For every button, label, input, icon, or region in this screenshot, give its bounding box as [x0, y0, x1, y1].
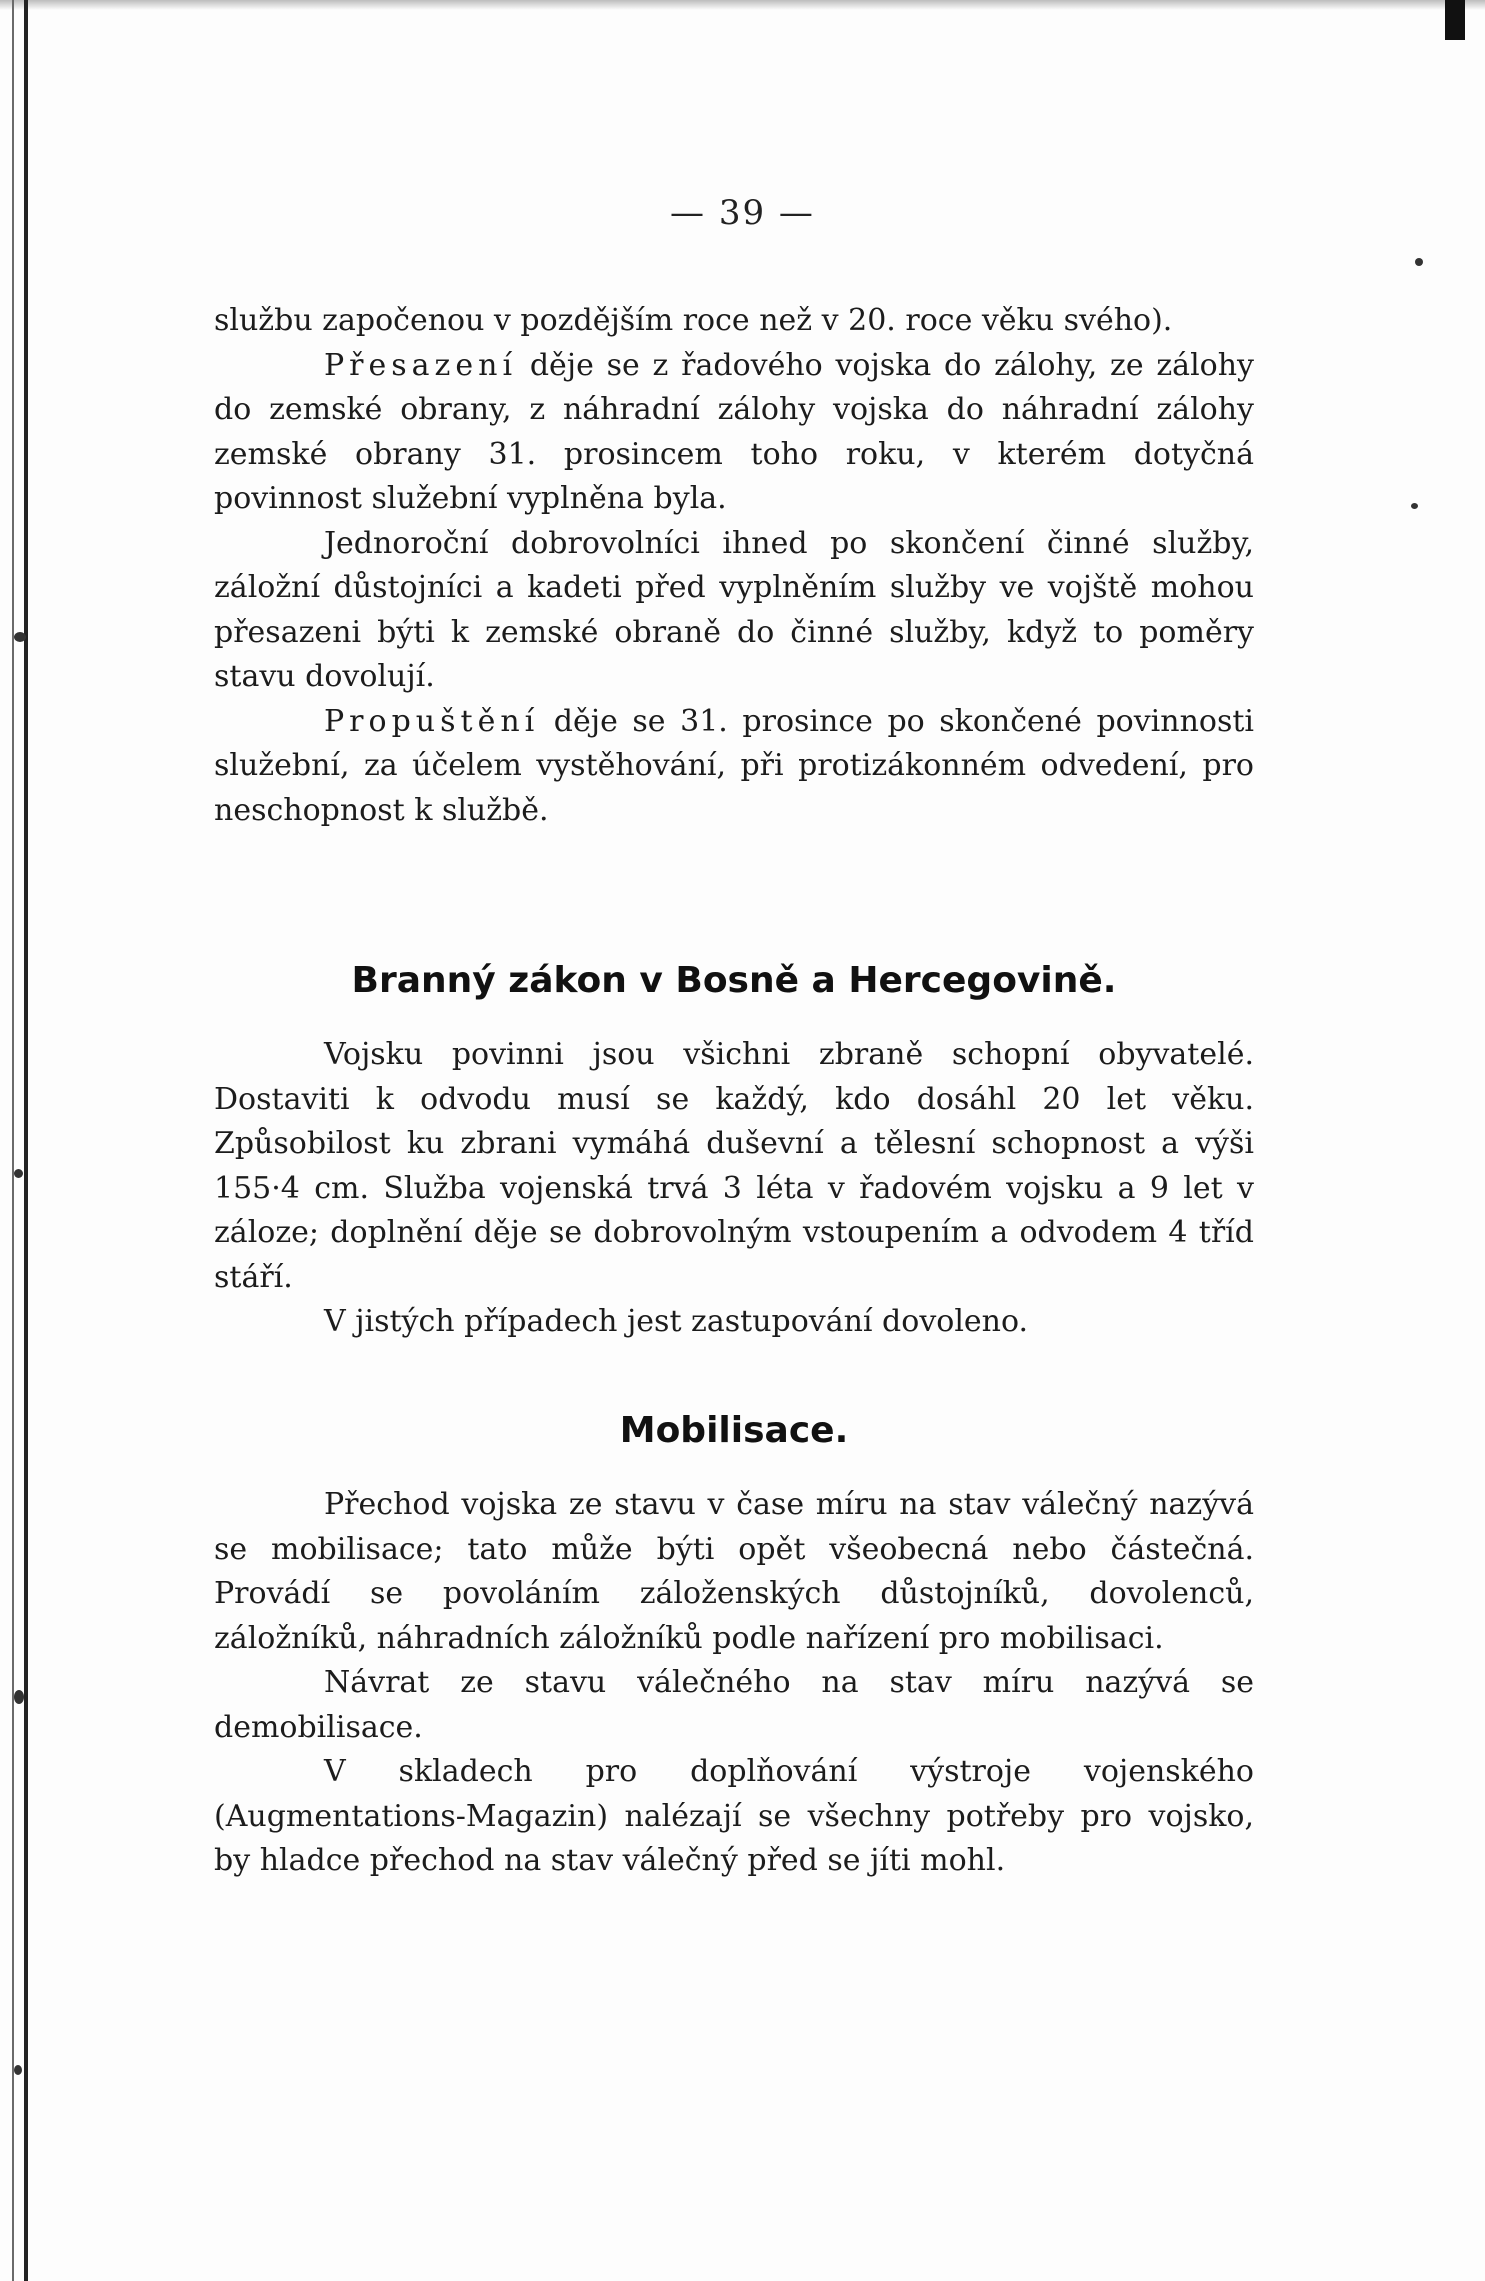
- scan-corner-mark: [1445, 0, 1465, 40]
- paragraph-transfer: [214, 344, 1254, 522]
- scan-speck: [14, 1169, 23, 1178]
- page-number: — 39 —: [670, 193, 815, 233]
- scan-speck: [14, 632, 26, 642]
- paragraph-substitution: V jistých případech jest zastupování dovoleno.: [324, 1304, 1029, 1339]
- binding-edge-rule: [24, 0, 28, 2281]
- binding-edge-line: [12, 0, 14, 2281]
- paragraph-magazines: V skladech pro doplňování výstroje vojenského (Augmentations-Magazin) nalézají se všechny potřeby pro vojsko, by hladce přechod na stav válečný před se jíti mohl.: [214, 1754, 1254, 1878]
- section-mobilisation: [214, 1483, 1254, 1884]
- section-recruitment-rules: [214, 299, 1254, 833]
- term-discharge: Propuštění: [324, 703, 540, 739]
- paragraph-demobilisation: Návrat ze stavu válečného na stav míru nazývá se demobilisace.: [214, 1665, 1254, 1745]
- section-bosnia-law: [214, 1033, 1254, 1345]
- scan-speck: [14, 1690, 24, 1704]
- term-transfer: Přesazení: [324, 347, 518, 383]
- discharge-text: děje se 31. prosince po skončené povinnosti služební, za účelem vystěhování, při protizákonném odvedení, pro neschopnost k službě.: [214, 703, 1254, 828]
- scan-top-shadow: [0, 0, 1485, 10]
- heading-bosnia-law: Branný zákon v Bosně a Hercegovině.: [351, 960, 1117, 1001]
- heading-mobilisation-wrap: [214, 1410, 1254, 1451]
- paragraph-continuation: službu započenou v pozdějším roce než v 20. roce věku svého).: [214, 303, 1173, 338]
- heading-mobilisation: Mobilisace.: [619, 1410, 849, 1451]
- paragraph-discharge: [214, 700, 1254, 834]
- scan-speck: [1415, 258, 1423, 266]
- paragraph-volunteers: Jednoroční dobrovolníci ihned po skončení činné služby, záložní důstojníci a kadeti před vyplněním služby ve vojště mohou přesazeni býti k zemské obraně do činné služby, když to poměry stavu dovolují.: [214, 525, 1254, 694]
- heading-bosnia-law-wrap: [214, 960, 1254, 1001]
- scan-speck: [1411, 503, 1418, 509]
- paragraph-conscription: Vojsku povinni jsou všichni zbraně schopní obyvatelé. Dostaviti k odvodu musí se každý, kdo dosáhl 20 let věku. Způsobilost ku zbrani vymáhá duševní a tělesní schopnost a výši 155·4 cm. Služba vojenská trvá 3 léta v řadovém vojsku a 9 let v záloze; doplnění děje se dobrovolným vstoupením a odvodem 4 tříd stáří.: [214, 1037, 1254, 1295]
- transfer-text: děje se z řadového vojska do zálohy, ze zálohy do zemské obrany, z náhradní zálohy vojska do náhradní zálohy zemské obrany 31. prosincem toho roku, v kterém dotyčná povinnost služební vyplněna byla.: [214, 347, 1254, 516]
- scan-speck: [14, 2065, 22, 2075]
- paragraph-mobilisation: Přechod vojska ze stavu v čase míru na stav válečný nazývá se mobilisace; tato může býti opět všeobecná nebo částečná. Provádí se povoláním záloženských důstojníků, dovolenců, záložníků, náhradních záložníků podle nařízení pro mobilisaci.: [214, 1487, 1254, 1656]
